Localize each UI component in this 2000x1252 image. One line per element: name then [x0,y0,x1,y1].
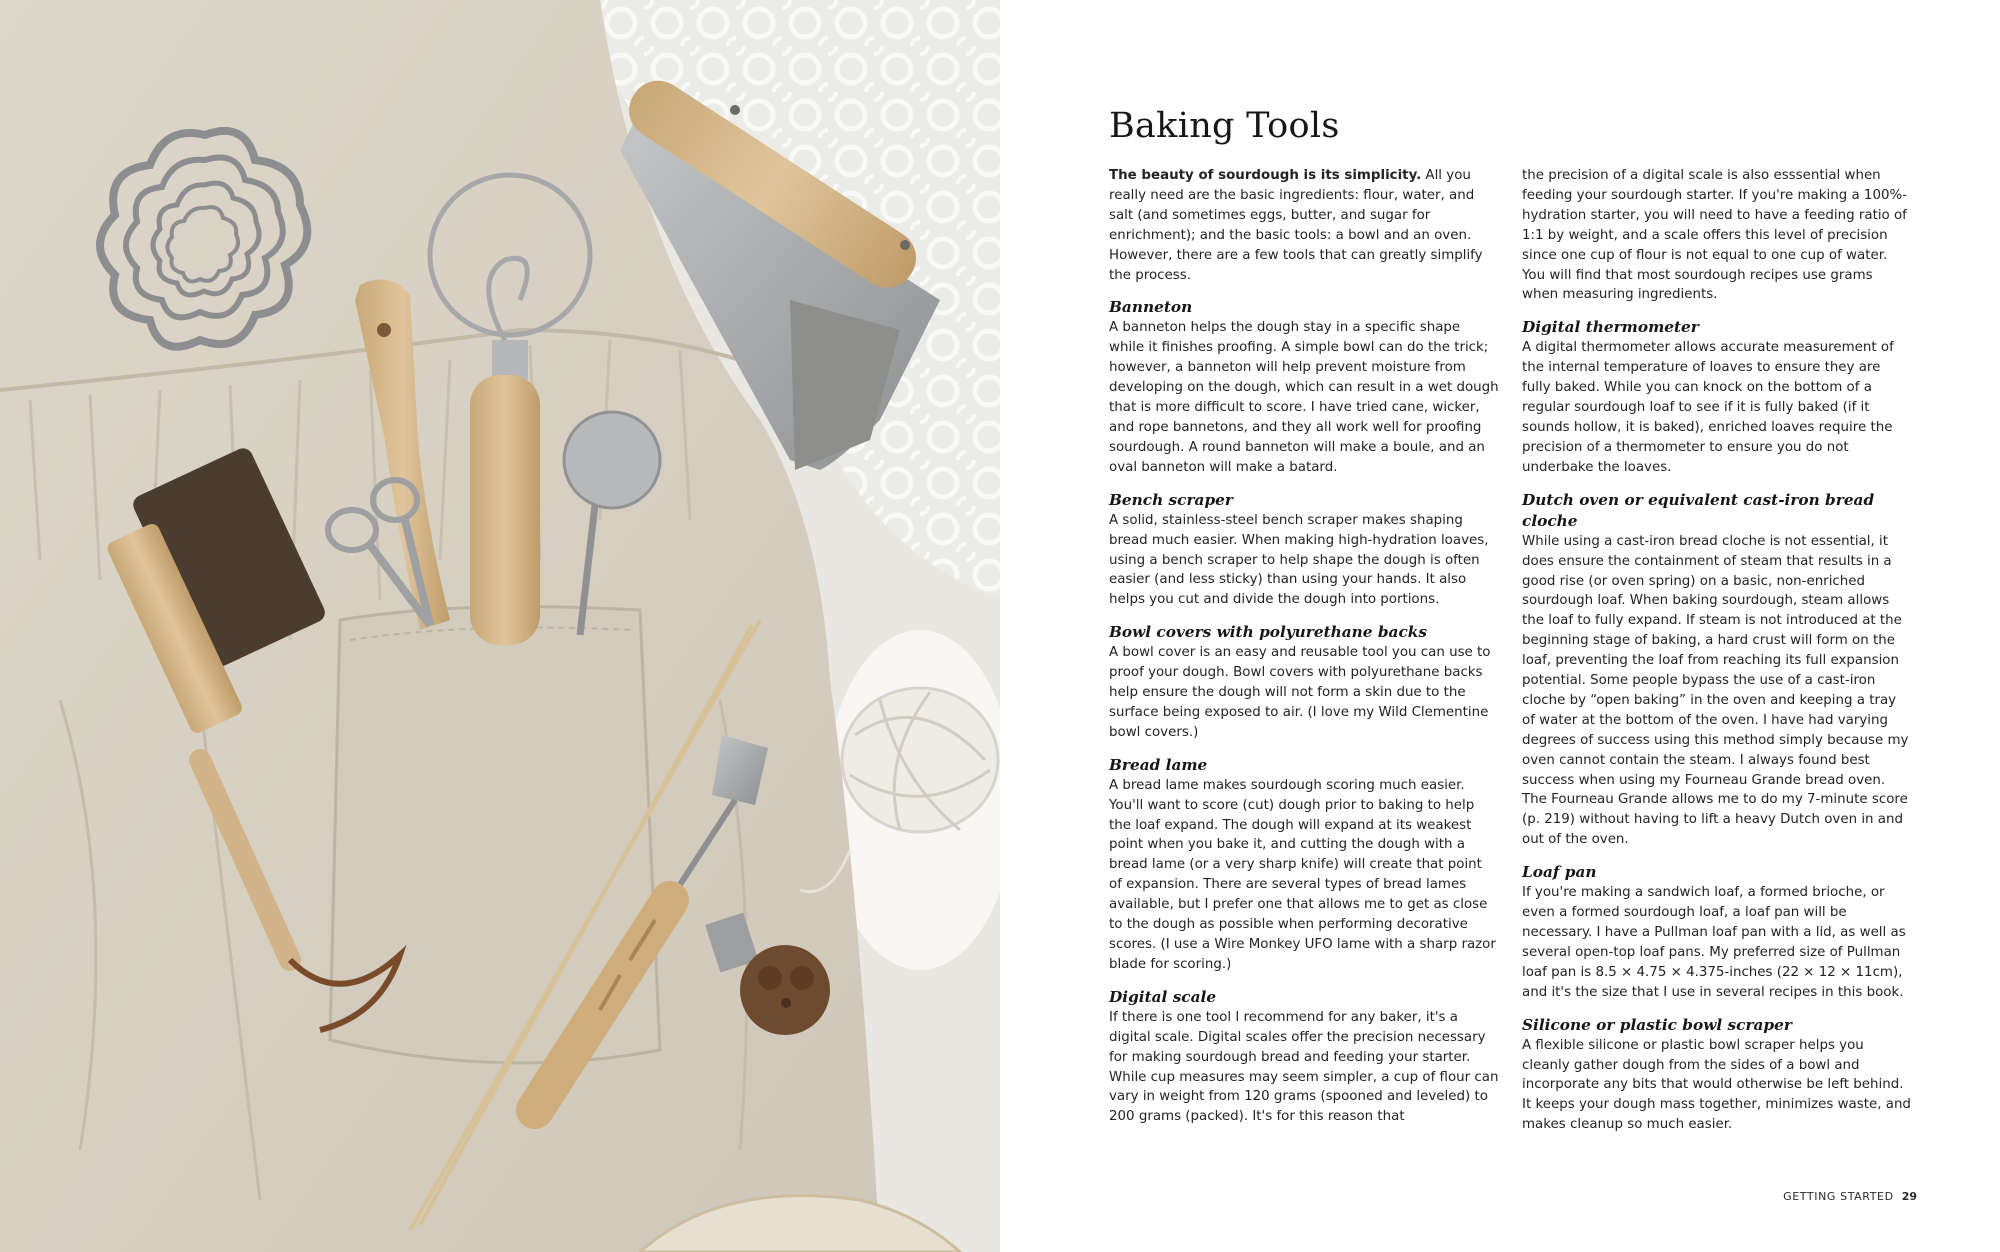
section-body: While using a cast-iron bread cloche is not essential, it does ensure the containment of steam that results in a good rise (or oven spring) on a basic, non-enriched sourdough loaf. When baking sourdough, steam allows the loaf to fully expand. If steam is not introduced at the beginning stage of baking, a hard crust will form on the loaf, preventing the loaf from reaching its full expansion potential. Some people bypass the use of a cast-iron cloche by “open baking” in the oven and keeping a tray of water at the bottom of the oven. I have had varying degrees of success using this method simply because my oven cannot contain the steam. I always found best success when using my Fourneau Grande bread oven. The Fourneau Grande allows me to do my 7-minute score (p. 219) without having to lift a heavy Dutch oven in and out of the oven. [1522,533,1909,848]
section-digital-thermometer [1522,317,1912,477]
page-title: Baking Tools [1109,106,1340,146]
section-bench-scraper [1109,490,1499,611]
section-banneton [1109,297,1499,477]
text-column-right [1522,166,1912,1135]
section-body: A bread lame makes sourdough scoring much easier. You'll want to score (cut) dough prior to baking to help the loaf expand. The dough will expand at its weakest point when you bake it, and cutting the dough with a bread lame (or a very sharp knife) will create that point of expansion. There are several types of bread lames available, but I prefer one that allows me to get as close to the dough as possible when performing decorative scores. (I use a Wire Monkey UFO lame with a sharp razor blade for scoring.) [1109,777,1496,972]
section-bowl-covers [1109,622,1499,743]
section-heading: Digital scale [1109,987,1217,1006]
text-page [1000,0,2000,1252]
section-body: A flexible silicone or plastic bowl scraper helps you cleanly gather dough from the sides of a bowl and incorporate any bits that would otherwise be left behind. It keeps your dough mass together, minimizes waste, and makes cleanup so much easier. [1522,1037,1911,1133]
section-body: A solid, stainless-steel bench scraper makes shaping bread much easier. When making high-hydration loaves, using a bench scraper to help shape the dough is often easier (and less sticky) than using your hands. It also helps you cut and divide the dough into portions. [1109,512,1489,608]
section-heading: Bench scraper [1109,490,1233,509]
section-heading: Dutch oven or equivalent cast-iron bread cloche [1522,490,1875,530]
section-heading: Bowl covers with polyurethane backs [1109,623,1427,642]
section-body: If there is one tool I recommend for any baker, it's a digital scale. Digital scales offer the precision necessary for making sourdough bread and feeding your starter. While cup measures may seem simpler, a cup of flour can vary in weight from 120 grams (spooned and leveled) to 200 grams (packed). It's for this reason that [1109,1009,1499,1125]
section-heading: Digital thermometer [1522,318,1699,337]
section-heading: Bread lame [1109,755,1208,774]
section-loaf-pan [1522,862,1912,1002]
section-body: If you're making a sandwich loaf, a formed brioche, or even a formed sourdough loaf, a loaf pan will be necessary. I have a Pullman loaf pan with a lid, as well as several open-top loaf pans. My preferred size of Pullman loaf pan is 8.5 × 4.75 × 4.375-inches (22 × 12 × 11cm), and it's the size that I use in several recipes in this book. [1522,885,1906,1000]
intro-paragraph [1109,166,1499,285]
intro-lead: The beauty of sourdough is its simplicity. [1109,168,1422,183]
intro-text: All you really need are the basic ingredients: flour, water, and salt (and sometimes eggs, butter, and sugar for enrichment); and the basic tools: a bowl and an oven. However, there are a few tools that can greatly simplify the process. [1109,168,1483,283]
continued-paragraph: the precision of a digital scale is also esssential when feeding your sourdough starter. If you're making a 100%-hydration starter, you will need to have a feeding ratio of 1:1 by weight, and a scale offers this level of precision since one cup of flour is not equal to one cup of water. You will find that most sourdough recipes use grams when measuring ingredients. [1522,168,1908,303]
running-footer-label: GETTING STARTED [1783,1190,1894,1203]
section-heading: Silicone or plastic bowl scraper [1522,1015,1792,1034]
section-heading: Loaf pan [1522,863,1597,882]
section-body: A digital thermometer allows accurate measurement of the internal temperature of loaves to ensure they are fully baked. While you can knock on the bottom of a regular sourdough loaf to see if it is fully baked (if it sounds hollow, it is baked), enriched loaves require the precision of a thermometer to ensure you do not underbake the loaves. [1522,340,1894,475]
page-number: 29 [1901,1190,1917,1203]
section-body: A banneton helps the dough stay in a specific shape while it finishes proofing. A simple bowl can do the trick; however, a banneton will help prevent moisture from developing on the dough, which can result in a wet dough that is more difficult to score. I have tried cane, wicker, and rope bannetons, and they all work well for proofing sourdough. A round banneton will make a boule, and an oval banneton will make a batard. [1109,320,1499,475]
page-footer [1783,1190,1917,1203]
section-bowl-scraper [1522,1015,1912,1136]
section-heading: Banneton [1109,298,1193,317]
section-bread-lame [1109,755,1499,975]
section-dutch-oven [1522,490,1912,851]
section-digital-scale [1109,987,1499,1127]
section-body: A bowl cover is an easy and reusable tool you can use to proof your dough. Bowl covers with polyurethane backs help ensure the dough will not form a skin due to the surface being exposed to air. (I love my Wild Clementine bowl covers.) [1109,645,1491,740]
text-column-left [1109,166,1499,1127]
